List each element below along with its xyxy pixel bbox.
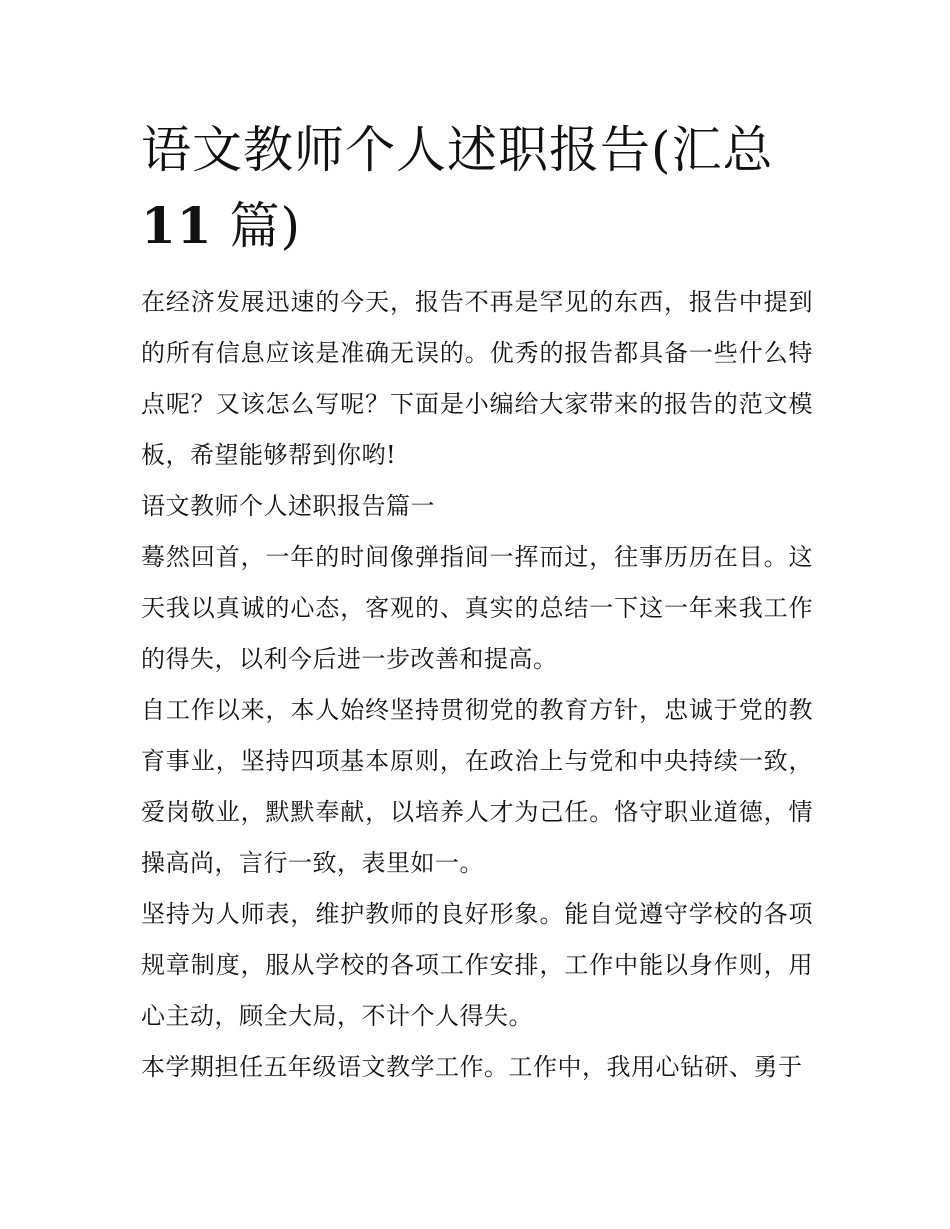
document-title [141, 112, 813, 264]
intro-paragraph: 在经济发展迅速的今天，报告不再是罕见的东西，报告中提到的所有信息应该是准确无误的。优秀的报告都具备一些什么特点呢？又该怎么写呢？下面是小编给大家带来的报告的范文模板，希望能够帮到你哟! [141, 288, 813, 469]
title-text: 语文教师个人述职报告(汇总 [141, 121, 774, 179]
body-paragraph: 自工作以来，本人始终坚持贯彻党的教育方针，忠诚于党的教育事业，坚持四项基本原则，在政治上与党和中央持续一致，爱岗敬业，默默奉献，以培养人才为己任。恪守职业道德，情操高尚，言行一致，表里如一。 [141, 696, 813, 877]
body-paragraph: 蓦然回首，一年的时间像弹指间一挥而过，往事历历在目。这天我以真诚的心态，客观的、真实的总结一下这一年来我工作的得失，以利今后进一步改善和提高。 [141, 543, 813, 673]
section-heading: 语文教师个人述职报告篇一 [141, 492, 435, 520]
title-number: 11 [141, 196, 213, 255]
body-paragraph: 本学期担任五年级语文教学工作。工作中，我用心钻研、勇于 [141, 1053, 803, 1081]
document-page [141, 112, 813, 1093]
title-suffix: 篇) [229, 197, 302, 255]
body-paragraph: 坚持为人师表，维护教师的良好形象。能自觉遵守学校的各项规章制度，服从学校的各项工作安排，工作中能以身作则，用心主动，顾全大局，不计个人得失。 [141, 900, 813, 1030]
